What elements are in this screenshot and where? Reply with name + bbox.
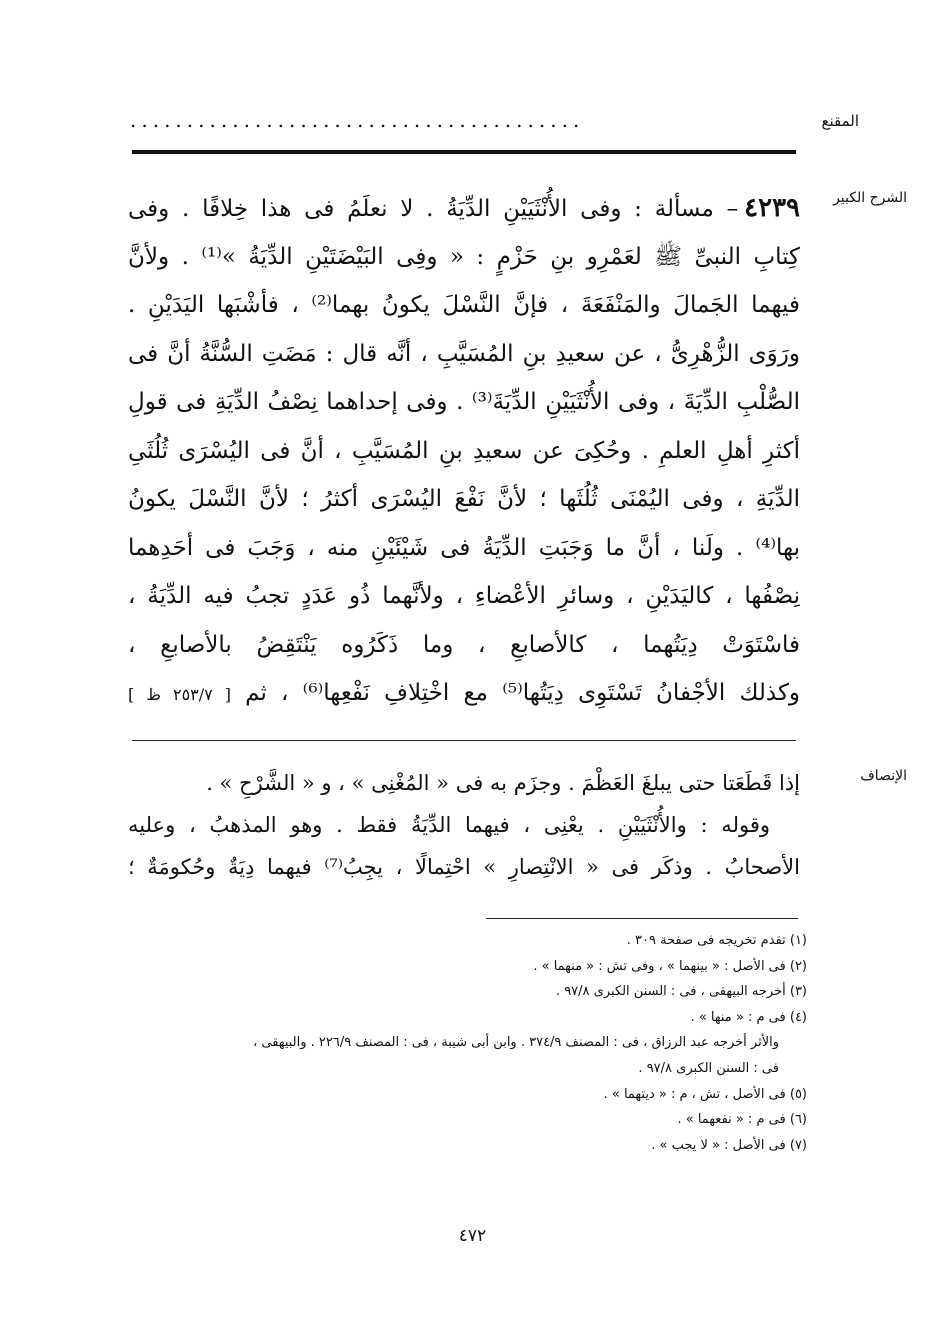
footnote-5: (٥) فى الأصل ، تش ، م : « ديتهما » . [603, 1086, 807, 1102]
footnote-7: (٧) فى الأصل : « لا يجب » . [651, 1137, 807, 1153]
main-text-block [128, 184, 800, 718]
main-line-1 [128, 184, 800, 233]
insaf-text-block [128, 762, 800, 888]
footnote-4: (٤) فى م : « منها » . [690, 1009, 807, 1025]
footnote-divider [486, 918, 798, 919]
main-line-11 [128, 669, 800, 718]
main-line-9: نِصْفُها ، كاليَدَيْنِ ، وسائرِ الأعْضاءِ ، ولأنَّهما ذُو عَدَدٍ تجبُ فيه الدِّيَةُ ، [128, 583, 800, 609]
issue-number: ٤٢٣٩ [744, 193, 800, 223]
margin-label-insaf: الإنصاف [860, 768, 907, 784]
main-line-11-text: وكذلك الأجْفانُ تَسْتَوِى دِيَتُها⁽⁵⁾ مع اخْتِلافِ نَفْعِها⁽⁶⁾ ، ثم [245, 680, 800, 706]
footnote-3: (٣) أخرجه البيهقى ، فى : السنن الكبرى ٩٧/٨ . [555, 984, 807, 1000]
footnote-1: (١) تقدم تخريجه فى صفحة ٣٠٩ . [626, 933, 807, 948]
page-number: ٤٧٢ [458, 1226, 487, 1246]
footnote-2: (٢) فى الأصل : « بينهما » ، وفى تش : « منهما » . [533, 958, 807, 974]
insaf-line-2: وقوله : والأُنْثَيَيْنِ . يعْنِى ، فيهما الدِّيَةُ فقط . وهو المذهبُ ، وعليه [128, 813, 770, 837]
insaf-line-1: إذا قَطَعَتا حتى يبلغَ العَظْمَ . وجزَم به فى « المُغْنِى » ، و « الشَّرْحِ » . [206, 771, 800, 795]
main-line-6: أكثرِ أهلِ العلمِ . وحُكِىَ عن سعيدِ بنِ المُسَيَّبِ ، أنَّ فى اليُسْرَى ثُلُثَىِ [128, 437, 800, 464]
insaf-line-3: الأصحابُ . وذكَر فى « الانْتِصارِ » احْتِمالًا ، يجِبُ⁽⁷⁾ فيهما دِيَةٌ وحُكومَةٌ ؛ [128, 855, 800, 879]
running-title: المقنع [821, 112, 859, 130]
main-line-10: فاسْتَوَتْ دِيَتُهما ، كالأصابعِ ، وما ذَكَرُوه يَنْتَقِضُ بالأصابعِ ، [128, 631, 800, 658]
main-line-7: الدِّيَةِ ، وفى اليُمْنَى ثُلُثَها ؛ لأنَّ نَفْعَ اليُسْرَى أكثرُ ؛ لأنَّ النَّسْلَ يكونُ [128, 486, 800, 512]
main-line-1-text: – مسألة : وفى الأُنْثَيَيْنِ الدِّيَةُ . لا نعلَمُ فى هذا خِلافًا . وفى [128, 196, 739, 222]
main-line-8: بها⁽⁴⁾ . ولَنا ، أنَّ ما وَجَبَتِ الدِّيَةُ فى شَيْئَيْنِ منه ، وَجَبَ فى أحَدِهما [128, 534, 800, 561]
main-line-5: الصُّلْبِ الدِّيَةَ ، وفى الأُنْثَيَيْنِ الدِّيَةَ⁽³⁾ . وفى إحداهما نِصْفُ الدِّيَةِ فى قولِ [128, 389, 800, 415]
header-dot-leader: ........................................ [130, 110, 585, 130]
footnote-6: (٦) فى م : « نفعهما » . [677, 1112, 807, 1128]
header-rule [132, 150, 796, 154]
main-line-2: كِتابِ النبىِّ ﷺ لعَمْرِو بنِ حَزْمٍ : « وفِى البَيْضَتَيْنِ الدِّيَةُ »⁽¹⁾ . ولأنَّ [128, 243, 800, 270]
manuscript-page-ref: [ ٢٥٣/٧ ظ ] [128, 685, 231, 704]
main-line-4: ورَوَى الزُّهْرِىُّ ، عن سعيدِ بنِ المُسَيَّبِ ، أنَّه قال : مَضَتِ السُّنَّةُ أنَّ فى [128, 340, 800, 367]
main-line-3: فيهما الجَمالَ والمَنْفَعَةَ ، فإنَّ النَّسْلَ يكونُ بهما⁽²⁾ ، فأشْبَها اليَدَيْنِ . [128, 292, 800, 318]
footnote-4-continued-b: فى : السنن الكبرى ٩٧/٨ . [638, 1060, 779, 1076]
footnote-4-continued-a: والأثر أخرجه عبد الرزاق ، فى : المصنف ٣٧٤/٩ . وابن أبى شيبة ، فى : المصنف ٢٢٦/٩ . والبيهقى ، [253, 1035, 779, 1051]
section-divider [132, 740, 796, 741]
margin-label-sharh: الشرح الكبير [833, 190, 907, 206]
footnotes [127, 928, 807, 1158]
